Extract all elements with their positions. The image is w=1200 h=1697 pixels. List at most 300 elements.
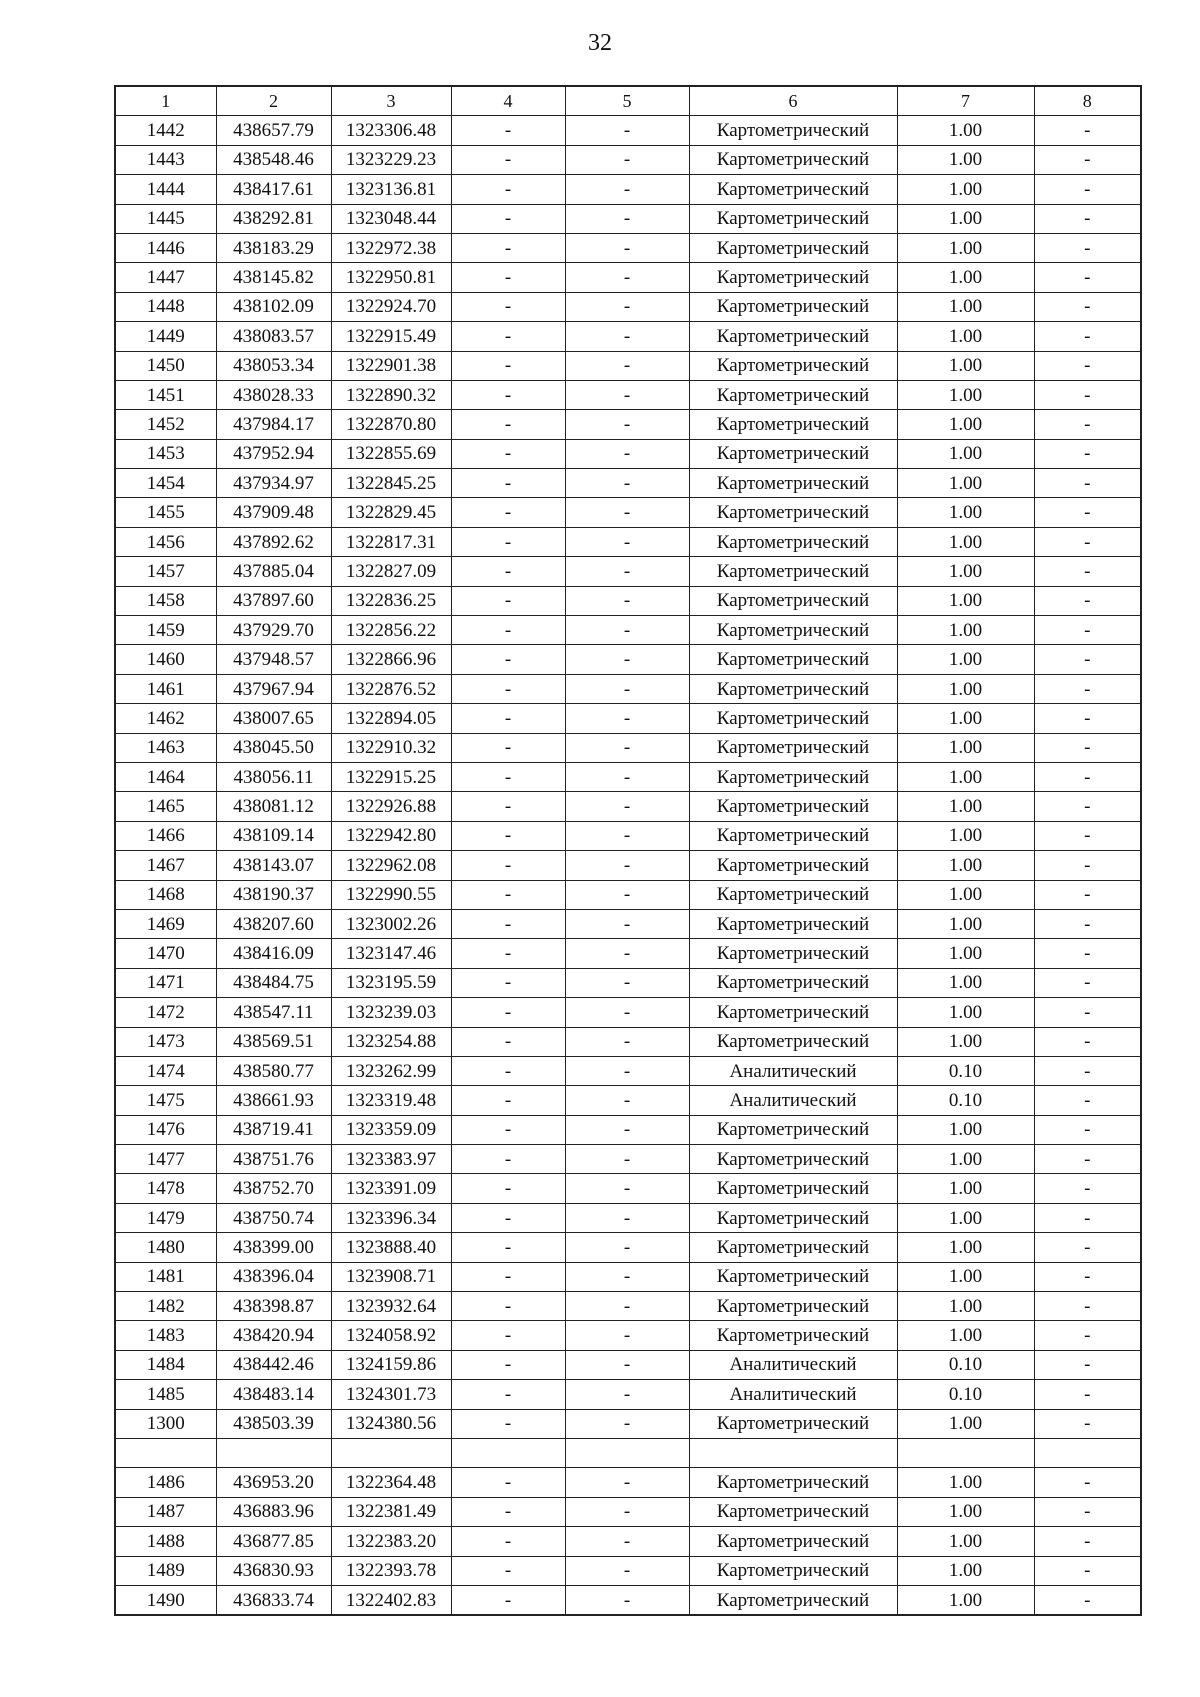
cell-accuracy: 1.00	[897, 674, 1034, 703]
cell-x-coordinate: 438416.09	[216, 939, 331, 968]
cell-x-coordinate: 438752.70	[216, 1174, 331, 1203]
cell-col-5: -	[565, 762, 689, 791]
cell-col-4: -	[451, 762, 565, 791]
cell-point-number: 1468	[115, 880, 216, 909]
cell-col-4: -	[451, 674, 565, 703]
cell-col-8: -	[1034, 1380, 1141, 1409]
cell-accuracy: 1.00	[897, 1527, 1034, 1556]
cell-col-4: -	[451, 1086, 565, 1115]
cell-col-8: -	[1034, 557, 1141, 586]
cell-col-4: -	[451, 322, 565, 351]
cell-x-coordinate: 436877.85	[216, 1527, 331, 1556]
table-body	[115, 116, 1141, 1615]
table-row	[115, 1556, 1141, 1585]
cell-col-5: -	[565, 1145, 689, 1174]
cell-col-4: -	[451, 1115, 565, 1144]
cell-y-coordinate: 1322924.70	[331, 292, 451, 321]
cell-col-8: -	[1034, 1262, 1141, 1291]
cell-col-5: -	[565, 498, 689, 527]
cell-y-coordinate: 1322910.32	[331, 733, 451, 762]
cell-accuracy: 1.00	[897, 733, 1034, 762]
cell-method: Картометрический	[689, 351, 897, 380]
cell-col-4: -	[451, 145, 565, 174]
cell-col-4: -	[451, 1468, 565, 1497]
cell-y-coordinate: 1323002.26	[331, 909, 451, 938]
cell-col-4: -	[451, 1027, 565, 1056]
cell-method: Картометрический	[689, 821, 897, 850]
cell-accuracy: 1.00	[897, 1409, 1034, 1438]
cell-x-coordinate: 438045.50	[216, 733, 331, 762]
cell-accuracy: 1.00	[897, 351, 1034, 380]
cell-point-number: 1459	[115, 616, 216, 645]
cell-accuracy: 1.00	[897, 557, 1034, 586]
cell-y-coordinate: 1323306.48	[331, 116, 451, 145]
cell-x-coordinate: 438398.87	[216, 1292, 331, 1321]
cell-col-8: -	[1034, 263, 1141, 292]
cell-point-number: 1456	[115, 527, 216, 556]
cell-method: Картометрический	[689, 968, 897, 997]
table-row	[115, 116, 1141, 145]
cell-col-5: -	[565, 968, 689, 997]
cell-col-8: -	[1034, 1497, 1141, 1526]
table-row	[115, 1468, 1141, 1497]
cell-x-coordinate	[216, 1438, 331, 1467]
cell-method: Картометрический	[689, 1262, 897, 1291]
cell-x-coordinate: 437892.62	[216, 527, 331, 556]
cell-point-number: 1482	[115, 1292, 216, 1321]
cell-method	[689, 1438, 897, 1467]
cell-point-number: 1477	[115, 1145, 216, 1174]
cell-x-coordinate: 438190.37	[216, 880, 331, 909]
cell-col-4: -	[451, 1527, 565, 1556]
cell-col-8: -	[1034, 469, 1141, 498]
cell-point-number: 1474	[115, 1056, 216, 1085]
cell-method: Картометрический	[689, 1321, 897, 1350]
cell-point-number: 1300	[115, 1409, 216, 1438]
cell-x-coordinate: 438484.75	[216, 968, 331, 997]
cell-accuracy: 1.00	[897, 263, 1034, 292]
cell-y-coordinate: 1323359.09	[331, 1115, 451, 1144]
cell-method: Картометрический	[689, 527, 897, 556]
cell-y-coordinate: 1322870.80	[331, 410, 451, 439]
table-row	[115, 762, 1141, 791]
table-row	[115, 322, 1141, 351]
column-header-5: 5	[565, 86, 689, 116]
cell-col-5: -	[565, 527, 689, 556]
cell-y-coordinate: 1322817.31	[331, 527, 451, 556]
cell-col-8: -	[1034, 792, 1141, 821]
column-header-1: 1	[115, 86, 216, 116]
cell-col-5: -	[565, 439, 689, 468]
cell-method: Картометрический	[689, 1556, 897, 1585]
cell-col-4: -	[451, 1409, 565, 1438]
cell-x-coordinate: 438657.79	[216, 116, 331, 145]
cell-col-5: -	[565, 1585, 689, 1615]
cell-accuracy: 1.00	[897, 1145, 1034, 1174]
cell-col-4: -	[451, 821, 565, 850]
cell-y-coordinate: 1322827.09	[331, 557, 451, 586]
cell-col-8: -	[1034, 145, 1141, 174]
cell-y-coordinate: 1322972.38	[331, 233, 451, 262]
cell-col-5: -	[565, 410, 689, 439]
cell-point-number: 1479	[115, 1203, 216, 1232]
cell-col-8: -	[1034, 586, 1141, 615]
cell-col-5	[565, 1438, 689, 1467]
cell-y-coordinate: 1322876.52	[331, 674, 451, 703]
table-row	[115, 1115, 1141, 1144]
cell-col-8: -	[1034, 439, 1141, 468]
cell-col-8: -	[1034, 909, 1141, 938]
cell-accuracy: 0.10	[897, 1056, 1034, 1085]
cell-accuracy: 1.00	[897, 704, 1034, 733]
cell-y-coordinate: 1322393.78	[331, 1556, 451, 1585]
cell-col-5: -	[565, 733, 689, 762]
cell-accuracy: 1.00	[897, 968, 1034, 997]
cell-accuracy: 1.00	[897, 1262, 1034, 1291]
cell-point-number: 1464	[115, 762, 216, 791]
cell-col-5: -	[565, 880, 689, 909]
cell-col-5: -	[565, 1380, 689, 1409]
cell-accuracy: 1.00	[897, 1468, 1034, 1497]
cell-y-coordinate: 1323319.48	[331, 1086, 451, 1115]
cell-col-8: -	[1034, 527, 1141, 556]
cell-col-4: -	[451, 998, 565, 1027]
cell-col-5: -	[565, 616, 689, 645]
cell-col-4: -	[451, 1350, 565, 1379]
cell-col-5: -	[565, 175, 689, 204]
cell-accuracy: 1.00	[897, 1115, 1034, 1144]
cell-y-coordinate: 1323908.71	[331, 1262, 451, 1291]
cell-x-coordinate: 438751.76	[216, 1145, 331, 1174]
cell-col-5: -	[565, 322, 689, 351]
cell-accuracy: 1.00	[897, 204, 1034, 233]
table-row	[115, 821, 1141, 850]
cell-point-number: 1451	[115, 380, 216, 409]
cell-y-coordinate: 1322926.88	[331, 792, 451, 821]
cell-col-5: -	[565, 792, 689, 821]
cell-col-8: -	[1034, 1585, 1141, 1615]
cell-col-8: -	[1034, 1233, 1141, 1262]
cell-point-number: 1465	[115, 792, 216, 821]
table-row	[115, 557, 1141, 586]
cell-method: Картометрический	[689, 498, 897, 527]
cell-col-5: -	[565, 1321, 689, 1350]
cell-point-number: 1473	[115, 1027, 216, 1056]
cell-accuracy: 1.00	[897, 410, 1034, 439]
cell-accuracy: 1.00	[897, 175, 1034, 204]
table-header-row	[115, 86, 1141, 116]
table-row	[115, 968, 1141, 997]
cell-col-5: -	[565, 292, 689, 321]
cell-col-4: -	[451, 851, 565, 880]
table-row	[115, 145, 1141, 174]
table-row	[115, 1380, 1141, 1409]
cell-y-coordinate: 1322915.49	[331, 322, 451, 351]
table-row	[115, 204, 1141, 233]
cell-x-coordinate: 437967.94	[216, 674, 331, 703]
cell-y-coordinate: 1322829.45	[331, 498, 451, 527]
cell-accuracy: 1.00	[897, 998, 1034, 1027]
cell-y-coordinate: 1322901.38	[331, 351, 451, 380]
cell-y-coordinate: 1323888.40	[331, 1233, 451, 1262]
cell-method: Картометрический	[689, 1292, 897, 1321]
cell-point-number: 1484	[115, 1350, 216, 1379]
cell-method: Картометрический	[689, 204, 897, 233]
cell-y-coordinate: 1324159.86	[331, 1350, 451, 1379]
table-row	[115, 469, 1141, 498]
column-header-7: 7	[897, 86, 1034, 116]
cell-point-number: 1447	[115, 263, 216, 292]
cell-x-coordinate: 438053.34	[216, 351, 331, 380]
cell-point-number: 1443	[115, 145, 216, 174]
table-row	[115, 1321, 1141, 1350]
table-row	[115, 1233, 1141, 1262]
cell-y-coordinate: 1322962.08	[331, 851, 451, 880]
cell-y-coordinate: 1323262.99	[331, 1056, 451, 1085]
table-row	[115, 1086, 1141, 1115]
cell-accuracy: 1.00	[897, 292, 1034, 321]
cell-method: Картометрический	[689, 1233, 897, 1262]
cell-point-number: 1481	[115, 1262, 216, 1291]
cell-accuracy: 1.00	[897, 645, 1034, 674]
table-row	[115, 175, 1141, 204]
cell-col-8: -	[1034, 704, 1141, 733]
cell-point-number: 1483	[115, 1321, 216, 1350]
cell-col-5: -	[565, 1056, 689, 1085]
cell-col-4: -	[451, 586, 565, 615]
cell-method: Картометрический	[689, 410, 897, 439]
cell-col-5: -	[565, 557, 689, 586]
cell-accuracy: 0.10	[897, 1350, 1034, 1379]
cell-col-8: -	[1034, 1350, 1141, 1379]
cell-method: Картометрический	[689, 439, 897, 468]
cell-x-coordinate: 438083.57	[216, 322, 331, 351]
cell-col-4: -	[451, 175, 565, 204]
cell-col-8: -	[1034, 351, 1141, 380]
cell-col-4: -	[451, 1145, 565, 1174]
cell-x-coordinate: 438580.77	[216, 1056, 331, 1085]
cell-col-5: -	[565, 998, 689, 1027]
cell-col-5: -	[565, 1233, 689, 1262]
table-row	[115, 1056, 1141, 1085]
table-row	[115, 1292, 1141, 1321]
cell-col-5: -	[565, 1292, 689, 1321]
cell-y-coordinate: 1323932.64	[331, 1292, 451, 1321]
cell-col-5: -	[565, 909, 689, 938]
cell-point-number: 1470	[115, 939, 216, 968]
cell-method: Картометрический	[689, 792, 897, 821]
cell-col-4: -	[451, 469, 565, 498]
cell-x-coordinate: 438547.11	[216, 998, 331, 1027]
cell-col-4: -	[451, 498, 565, 527]
cell-col-8: -	[1034, 410, 1141, 439]
cell-y-coordinate: 1322915.25	[331, 762, 451, 791]
cell-x-coordinate: 437984.17	[216, 410, 331, 439]
cell-method: Картометрический	[689, 380, 897, 409]
cell-accuracy: 1.00	[897, 439, 1034, 468]
cell-x-coordinate: 438056.11	[216, 762, 331, 791]
cell-point-number: 1480	[115, 1233, 216, 1262]
cell-accuracy: 1.00	[897, 1027, 1034, 1056]
cell-accuracy: 1.00	[897, 1174, 1034, 1203]
cell-col-4: -	[451, 1497, 565, 1526]
cell-x-coordinate: 438569.51	[216, 1027, 331, 1056]
cell-col-8: -	[1034, 998, 1141, 1027]
cell-col-5: -	[565, 1086, 689, 1115]
cell-point-number: 1469	[115, 909, 216, 938]
cell-method: Картометрический	[689, 116, 897, 145]
table-row	[115, 233, 1141, 262]
cell-point-number: 1450	[115, 351, 216, 380]
cell-col-4: -	[451, 233, 565, 262]
cell-col-8: -	[1034, 1056, 1141, 1085]
cell-point-number: 1478	[115, 1174, 216, 1203]
cell-col-4: -	[451, 1321, 565, 1350]
cell-col-8: -	[1034, 292, 1141, 321]
cell-col-4: -	[451, 410, 565, 439]
table-row	[115, 351, 1141, 380]
cell-accuracy: 1.00	[897, 498, 1034, 527]
cell-y-coordinate: 1322856.22	[331, 616, 451, 645]
cell-col-8: -	[1034, 880, 1141, 909]
cell-y-coordinate: 1323391.09	[331, 1174, 451, 1203]
cell-point-number: 1444	[115, 175, 216, 204]
cell-col-4: -	[451, 292, 565, 321]
cell-col-5: -	[565, 1527, 689, 1556]
cell-y-coordinate: 1322866.96	[331, 645, 451, 674]
cell-col-4: -	[451, 263, 565, 292]
cell-method: Картометрический	[689, 645, 897, 674]
cell-col-8: -	[1034, 762, 1141, 791]
cell-method: Картометрический	[689, 616, 897, 645]
cell-x-coordinate: 438750.74	[216, 1203, 331, 1232]
cell-col-4: -	[451, 645, 565, 674]
cell-method: Картометрический	[689, 909, 897, 938]
cell-point-number: 1454	[115, 469, 216, 498]
cell-col-4: -	[451, 1203, 565, 1232]
cell-col-5: -	[565, 939, 689, 968]
cell-y-coordinate: 1322836.25	[331, 586, 451, 615]
cell-method: Картометрический	[689, 704, 897, 733]
cell-method: Картометрический	[689, 1115, 897, 1144]
table-row	[115, 498, 1141, 527]
table-row	[115, 998, 1141, 1027]
cell-x-coordinate: 438007.65	[216, 704, 331, 733]
table-row	[115, 380, 1141, 409]
cell-col-5: -	[565, 851, 689, 880]
cell-method: Аналитический	[689, 1380, 897, 1409]
cell-col-4: -	[451, 1233, 565, 1262]
cell-y-coordinate: 1323147.46	[331, 939, 451, 968]
cell-accuracy: 1.00	[897, 792, 1034, 821]
cell-col-8: -	[1034, 1292, 1141, 1321]
cell-y-coordinate: 1322364.48	[331, 1468, 451, 1497]
cell-accuracy: 0.10	[897, 1086, 1034, 1115]
cell-accuracy: 1.00	[897, 380, 1034, 409]
cell-col-4: -	[451, 792, 565, 821]
column-header-3: 3	[331, 86, 451, 116]
cell-col-5: -	[565, 469, 689, 498]
cell-col-5: -	[565, 1027, 689, 1056]
cell-col-4: -	[451, 968, 565, 997]
column-header-8: 8	[1034, 86, 1141, 116]
cell-x-coordinate: 437897.60	[216, 586, 331, 615]
cell-col-5: -	[565, 116, 689, 145]
cell-x-coordinate: 438207.60	[216, 909, 331, 938]
table-row	[115, 792, 1141, 821]
cell-point-number: 1488	[115, 1527, 216, 1556]
cell-col-5: -	[565, 233, 689, 262]
cell-col-8: -	[1034, 233, 1141, 262]
cell-point-number: 1475	[115, 1086, 216, 1115]
cell-accuracy: 1.00	[897, 586, 1034, 615]
cell-point-number: 1461	[115, 674, 216, 703]
cell-y-coordinate: 1323396.34	[331, 1203, 451, 1232]
cell-point-number	[115, 1438, 216, 1467]
cell-col-4: -	[451, 351, 565, 380]
cell-col-5: -	[565, 1497, 689, 1526]
cell-point-number: 1453	[115, 439, 216, 468]
table-row	[115, 527, 1141, 556]
cell-point-number: 1467	[115, 851, 216, 880]
cell-col-8: -	[1034, 1409, 1141, 1438]
cell-col-8: -	[1034, 1468, 1141, 1497]
cell-accuracy	[897, 1438, 1034, 1467]
cell-x-coordinate: 437929.70	[216, 616, 331, 645]
cell-col-5: -	[565, 586, 689, 615]
cell-x-coordinate: 438399.00	[216, 1233, 331, 1262]
table-row	[115, 1497, 1141, 1526]
cell-col-8: -	[1034, 733, 1141, 762]
cell-col-8: -	[1034, 116, 1141, 145]
cell-method: Картометрический	[689, 292, 897, 321]
cell-x-coordinate: 438420.94	[216, 1321, 331, 1350]
cell-point-number: 1458	[115, 586, 216, 615]
cell-method: Картометрический	[689, 998, 897, 1027]
cell-col-4	[451, 1438, 565, 1467]
cell-y-coordinate: 1322381.49	[331, 1497, 451, 1526]
cell-x-coordinate: 438145.82	[216, 263, 331, 292]
cell-point-number: 1442	[115, 116, 216, 145]
cell-method: Картометрический	[689, 733, 897, 762]
cell-col-5: -	[565, 204, 689, 233]
cell-y-coordinate: 1324380.56	[331, 1409, 451, 1438]
cell-x-coordinate: 438483.14	[216, 1380, 331, 1409]
cell-method: Картометрический	[689, 851, 897, 880]
cell-col-5: -	[565, 1262, 689, 1291]
cell-col-5: -	[565, 645, 689, 674]
cell-col-4: -	[451, 1585, 565, 1615]
cell-col-4: -	[451, 1380, 565, 1409]
cell-point-number: 1487	[115, 1497, 216, 1526]
coordinates-table	[114, 85, 1142, 1616]
cell-y-coordinate: 1322845.25	[331, 469, 451, 498]
table-row	[115, 939, 1141, 968]
column-header-6: 6	[689, 86, 897, 116]
cell-x-coordinate: 436830.93	[216, 1556, 331, 1585]
cell-y-coordinate: 1322890.32	[331, 380, 451, 409]
cell-col-5: -	[565, 263, 689, 292]
table-row	[115, 1527, 1141, 1556]
cell-col-4: -	[451, 733, 565, 762]
cell-point-number: 1471	[115, 968, 216, 997]
cell-point-number: 1449	[115, 322, 216, 351]
cell-x-coordinate: 438396.04	[216, 1262, 331, 1291]
cell-accuracy: 1.00	[897, 527, 1034, 556]
cell-accuracy: 1.00	[897, 762, 1034, 791]
cell-accuracy: 1.00	[897, 469, 1034, 498]
table-row	[115, 851, 1141, 880]
